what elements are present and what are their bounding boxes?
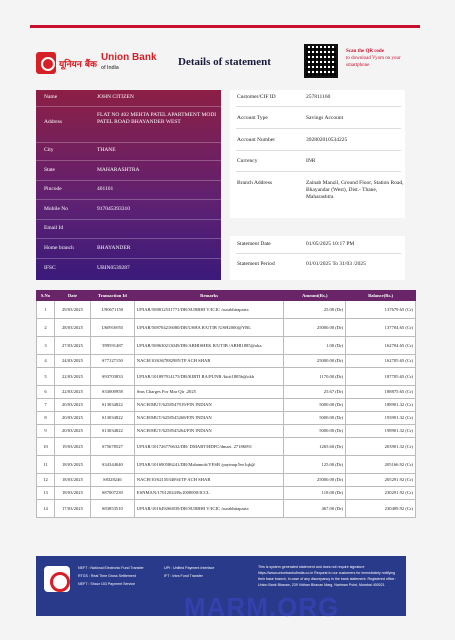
column-header-amount: Amount(Rs.) xyxy=(284,291,346,301)
vyom-app-logo-icon xyxy=(44,566,70,592)
cell-transaction-id: S83853510 xyxy=(90,500,134,518)
customer-value: JOHN CITIZEN xyxy=(97,94,134,100)
customer-row-home-branch xyxy=(36,245,221,252)
column-header-remarks: Remarks xyxy=(134,291,284,301)
cell-sno: 3 xyxy=(37,337,55,355)
customer-row-address xyxy=(36,112,221,126)
account-label: Currency xyxy=(237,158,258,164)
cell-sno: 9 xyxy=(37,425,55,438)
cell-transaction-id: S33000958 xyxy=(90,386,134,399)
cell-date: 20/03/2025 xyxy=(54,399,90,412)
table-row xyxy=(37,425,416,438)
account-row-cif xyxy=(230,94,405,101)
cell-amount: 25000.00 (Dr) xyxy=(284,474,346,487)
account-label: Customer/CIF ID xyxy=(237,94,276,100)
cell-amount: 467.00 (Dr) xyxy=(284,500,346,518)
cell-balance: 205166.92 (Cr) xyxy=(346,456,416,474)
customer-value: BHAYANDER xyxy=(97,245,131,251)
cell-balance: 137704.65 (Cr) xyxy=(346,319,416,337)
divider xyxy=(36,160,221,161)
account-row-number xyxy=(230,137,405,144)
cell-transaction-id: S13034822 xyxy=(90,399,134,412)
table-row xyxy=(37,301,416,319)
cell-sno: 12 xyxy=(37,474,55,487)
customer-label: State xyxy=(44,167,55,173)
column-header-balance: Balance(Rs.) xyxy=(346,291,416,301)
customer-label: Email Id xyxy=(44,225,64,231)
bank-name-english xyxy=(101,53,157,73)
cell-balance: 198901.32 (Cr) xyxy=(346,425,416,438)
statement-period-panel xyxy=(230,236,405,280)
cell-balance: 137679.65 (Cr) xyxy=(346,301,416,319)
table-row xyxy=(37,456,416,474)
account-label: Branch Address xyxy=(237,180,272,186)
cell-balance: 203901.32 (Cr) xyxy=(346,438,416,456)
cell-sno: 13 xyxy=(37,487,55,500)
customer-label: Home branch xyxy=(44,245,74,251)
account-value: 257811160 xyxy=(306,94,331,100)
bank-name-sub: of India xyxy=(100,65,119,71)
customer-value: THANE xyxy=(97,147,116,153)
table-row xyxy=(37,474,416,487)
cell-date: 24/03/2025 xyxy=(54,355,90,368)
gloss-line: UPI : Unified Payment Interface xyxy=(164,566,215,570)
qr-note-body: to download Vyom on your smartphone xyxy=(346,56,401,68)
cell-balance: 205291.92 (Cr) xyxy=(346,474,416,487)
cell-balance: 162704.65 (Cr) xyxy=(346,337,416,355)
divider xyxy=(236,128,401,129)
bank-name-english-label: Union Bank xyxy=(100,52,157,63)
gloss-line: NEFT : Shaur 103 Payment Service xyxy=(78,582,136,586)
transactions-table xyxy=(36,290,416,518)
customer-row-state xyxy=(36,167,221,174)
footer-note: This is system generated statement and does not require signature https://www.unionbankofindia.co.in Request to our customers for immediately notifying their base branch, in case of any discrepancy in the bank statement. Registered office : Union Bank Bhavan, 239 Vidhan Bhavan Marg, Nariman Point, Mumbai 400021 xyxy=(258,565,397,587)
cell-amount: 5000.00 (Dr) xyxy=(284,425,346,438)
cell-amount: 1265.60 (Dr) xyxy=(284,438,346,456)
cell-remarks: UPIAR/508812531771/DR/SURBHI V/ICIC /surabhitaparia xyxy=(134,301,284,319)
transactions-body xyxy=(37,301,416,518)
cell-date: 17/03/2025 xyxy=(54,500,90,518)
period-value: 01/05/2025 10:17 PM xyxy=(306,241,355,247)
cell-sno: 1 xyxy=(37,301,55,319)
customer-label: City xyxy=(44,147,54,153)
cell-date: 20/03/2025 xyxy=(54,425,90,438)
cell-transaction-id: S34344040 xyxy=(90,456,134,474)
cell-remarks: UPIAR/101726776632/DR/ DMART/HDFC/dmart. 27186091 xyxy=(134,438,284,456)
cell-transaction-id: S75678527 xyxy=(90,438,134,456)
account-details-panel xyxy=(230,90,405,218)
cell-amount: 25000.00 (Dr) xyxy=(284,319,346,337)
cell-date: 28/03/2025 xyxy=(54,319,90,337)
cell-remarks: UPIAR/508704216080/DR/USHA R/UTIB /USH2000@YBL xyxy=(134,319,284,337)
cell-amount: 5000.00 (Dr) xyxy=(284,399,346,412)
account-label: Account Type xyxy=(237,115,268,121)
cell-sno: 14 xyxy=(37,500,55,518)
cell-sno: 10 xyxy=(37,438,55,456)
cell-date: 22/03/2025 xyxy=(54,386,90,399)
statement-date-row xyxy=(230,241,405,248)
cell-sno: 5 xyxy=(37,368,55,386)
statement-period-row xyxy=(230,261,405,268)
customer-row-ifsc xyxy=(36,265,221,272)
account-row-type xyxy=(230,115,405,122)
cell-remarks: NACH/MUT/6258545264/FIN INDIAN xyxy=(134,425,284,438)
cell-amount: 1.00 (Dr) xyxy=(284,337,346,355)
cell-transaction-id: S13034822 xyxy=(90,412,134,425)
qr-code-icon xyxy=(304,44,338,78)
divider xyxy=(236,253,401,254)
table-row xyxy=(37,399,416,412)
account-value: INR xyxy=(306,158,316,164)
divider xyxy=(236,150,401,151)
table-row xyxy=(37,500,416,518)
table-row xyxy=(37,319,416,337)
table-row xyxy=(37,487,416,500)
cell-date: 18/03/2025 xyxy=(54,487,90,500)
cell-remarks: NACH/10/6367882985/TP ACH SHAR xyxy=(134,355,284,368)
cell-transaction-id: U90671150 xyxy=(90,301,134,319)
statement-header xyxy=(36,44,416,84)
cell-sno: 6 xyxy=(37,386,55,399)
customer-row-mobile xyxy=(36,206,221,213)
period-value: 01/01/2025 To 31/03 /2025 xyxy=(306,261,366,267)
cell-amount: 118.00 (Dr) xyxy=(284,487,346,500)
cell-remarks: Sms Charges For Mar Qtr ,2025 xyxy=(134,386,284,399)
account-row-currency xyxy=(230,158,405,165)
cell-balance: 162705.65 (Cr) xyxy=(346,355,416,368)
cell-remarks: UPIAR/101897914175/DR/KIRTI RA/PUNB /kirti1805b@okh xyxy=(134,368,284,386)
cell-sno: 2 xyxy=(37,319,55,337)
cell-balance: 188901.32 (Cr) xyxy=(346,399,416,412)
footer-glossary xyxy=(78,564,248,588)
cell-balance: 187705.65 (Cr) xyxy=(346,368,416,386)
cell-sno: 8 xyxy=(37,412,55,425)
gloss-line: NEFT : National Electronic Fund Transfer xyxy=(78,566,144,570)
account-value: Savings Account xyxy=(306,115,344,121)
period-label: Statement Period xyxy=(237,261,275,267)
bank-logo xyxy=(36,46,166,80)
account-value: Zainab Manzil, Ground Floor, Station Road, Bhayandar (West), Dist.- Thane, Maharashtra xyxy=(306,180,404,200)
divider xyxy=(36,258,221,259)
cell-date: 20/03/2025 xyxy=(54,412,90,425)
table-row xyxy=(37,337,416,355)
bank-name-hindi: यूनियन बैंक xyxy=(59,59,97,70)
customer-details-panel xyxy=(36,90,221,280)
cell-transaction-id: S77127150 xyxy=(90,355,134,368)
divider xyxy=(36,180,221,181)
cell-transaction-id: S8328246 xyxy=(90,474,134,487)
qr-note-title: Scan the QR code xyxy=(346,49,384,54)
customer-row-email xyxy=(36,225,221,232)
customer-label: IFSC xyxy=(44,265,56,271)
customer-label: Mobile No xyxy=(44,206,68,212)
cell-remarks: NACH/MUT/6258547919/FIN INDIAN xyxy=(134,399,284,412)
cell-balance: 188875.65 (Cr) xyxy=(346,386,416,399)
divider xyxy=(36,142,221,143)
customer-label: Name xyxy=(44,94,58,100)
cell-amount: 25.00 (Dr) xyxy=(284,301,346,319)
customer-label: Address xyxy=(44,119,63,125)
cell-date: 18/03/2025 xyxy=(54,456,90,474)
customer-row-city xyxy=(36,147,221,154)
column-header-transaction-id: Transaction Id xyxy=(90,291,134,301)
customer-value: MAHARASHTRA xyxy=(97,167,140,173)
account-label: Account Number xyxy=(237,137,276,143)
divider xyxy=(236,171,401,172)
cell-sno: 4 xyxy=(37,355,55,368)
customer-row-name xyxy=(36,94,221,101)
cell-date: 19/03/2025 xyxy=(54,438,90,456)
cell-transaction-id: S13034822 xyxy=(90,425,134,438)
customer-value: 917045393310 xyxy=(97,206,130,212)
account-row-branch-address xyxy=(230,180,405,201)
column-header-date: Date xyxy=(54,291,90,301)
cell-remarks: UPIAR/101690586241/DR/Mahamob/YESB /paytmqr5ee1qk@ xyxy=(134,456,284,474)
cell-sno: 11 xyxy=(37,456,55,474)
divider xyxy=(36,199,221,200)
divider xyxy=(236,106,401,107)
account-value: 392802010534225 xyxy=(306,137,348,143)
divider xyxy=(36,219,221,220)
cell-date: 18/03/2025 xyxy=(54,474,90,487)
table-row xyxy=(37,386,416,399)
cell-remarks: NACH/MUT/6258545268/FIN INDIAN xyxy=(134,412,284,425)
cell-transaction-id: T89591487 xyxy=(90,337,134,355)
table-row xyxy=(37,368,416,386)
cell-sno: 7 xyxy=(37,399,55,412)
cell-balance: 193901.32 (Cr) xyxy=(346,412,416,425)
customer-value xyxy=(91,225,221,232)
cell-date: 27/03/2025 xyxy=(54,337,90,355)
customer-value: UBIN0539287 xyxy=(97,265,130,271)
top-rule xyxy=(30,25,420,28)
cell-amount: 25.67 (Dr) xyxy=(284,386,346,399)
cell-remarks: NACH/10/6215034094/TP ACH SHAR xyxy=(134,474,284,487)
cell-remarks: ESNMAN/17012024/Rs1000000/ICCL xyxy=(134,487,284,500)
union-bank-logo-icon xyxy=(36,52,56,74)
column-header-sno: S.No xyxy=(37,291,55,301)
page-title: Details of statement xyxy=(178,56,271,68)
customer-value: 401101 xyxy=(97,186,114,192)
divider xyxy=(36,106,221,107)
cell-date: 29/03/2025 xyxy=(54,301,90,319)
table-row xyxy=(37,355,416,368)
cell-transaction-id: S93703833 xyxy=(90,368,134,386)
gloss-line: RTGS : Real Time Gross Settlement xyxy=(78,574,136,578)
cell-amount: 25000.00 (Dr) xyxy=(284,355,346,368)
divider xyxy=(36,238,221,239)
table-row xyxy=(37,438,416,456)
period-label: Statement Date xyxy=(237,241,271,247)
customer-label: Pincode xyxy=(44,186,62,192)
cell-amount: 1170.00 (Dr) xyxy=(284,368,346,386)
cell-date: 22/03/2025 xyxy=(54,368,90,386)
table-header-row xyxy=(37,291,416,301)
gloss-line: IFT : Intra Fund Transfer xyxy=(164,574,203,578)
customer-value: FLAT NO 402 MEHTA PATEL APARTMENT MODI PATEL ROAD BHAYANDER WEST xyxy=(97,112,217,125)
qr-note xyxy=(346,48,416,69)
cell-amount: 125.00 (Dr) xyxy=(284,456,346,474)
table-row xyxy=(37,412,416,425)
cell-transaction-id: U60916955 xyxy=(90,319,134,337)
watermark: MARM.ORG xyxy=(184,592,340,622)
customer-row-pincode xyxy=(36,186,221,193)
cell-amount: 5000.00 (Dr) xyxy=(284,412,346,425)
cell-transaction-id: S87007239 xyxy=(90,487,134,500)
cell-balance: 230291.92 (Cr) xyxy=(346,487,416,500)
cell-balance: 230409.92 (Cr) xyxy=(346,500,416,518)
cell-remarks: UPIAR/101649266839/DR/SURBHI V/ICIC /surabhitaparia xyxy=(134,500,284,518)
cell-remarks: UPIAR/508630213049/DR/ABHISHEK R/UTIB /ABHI1885@oka xyxy=(134,337,284,355)
